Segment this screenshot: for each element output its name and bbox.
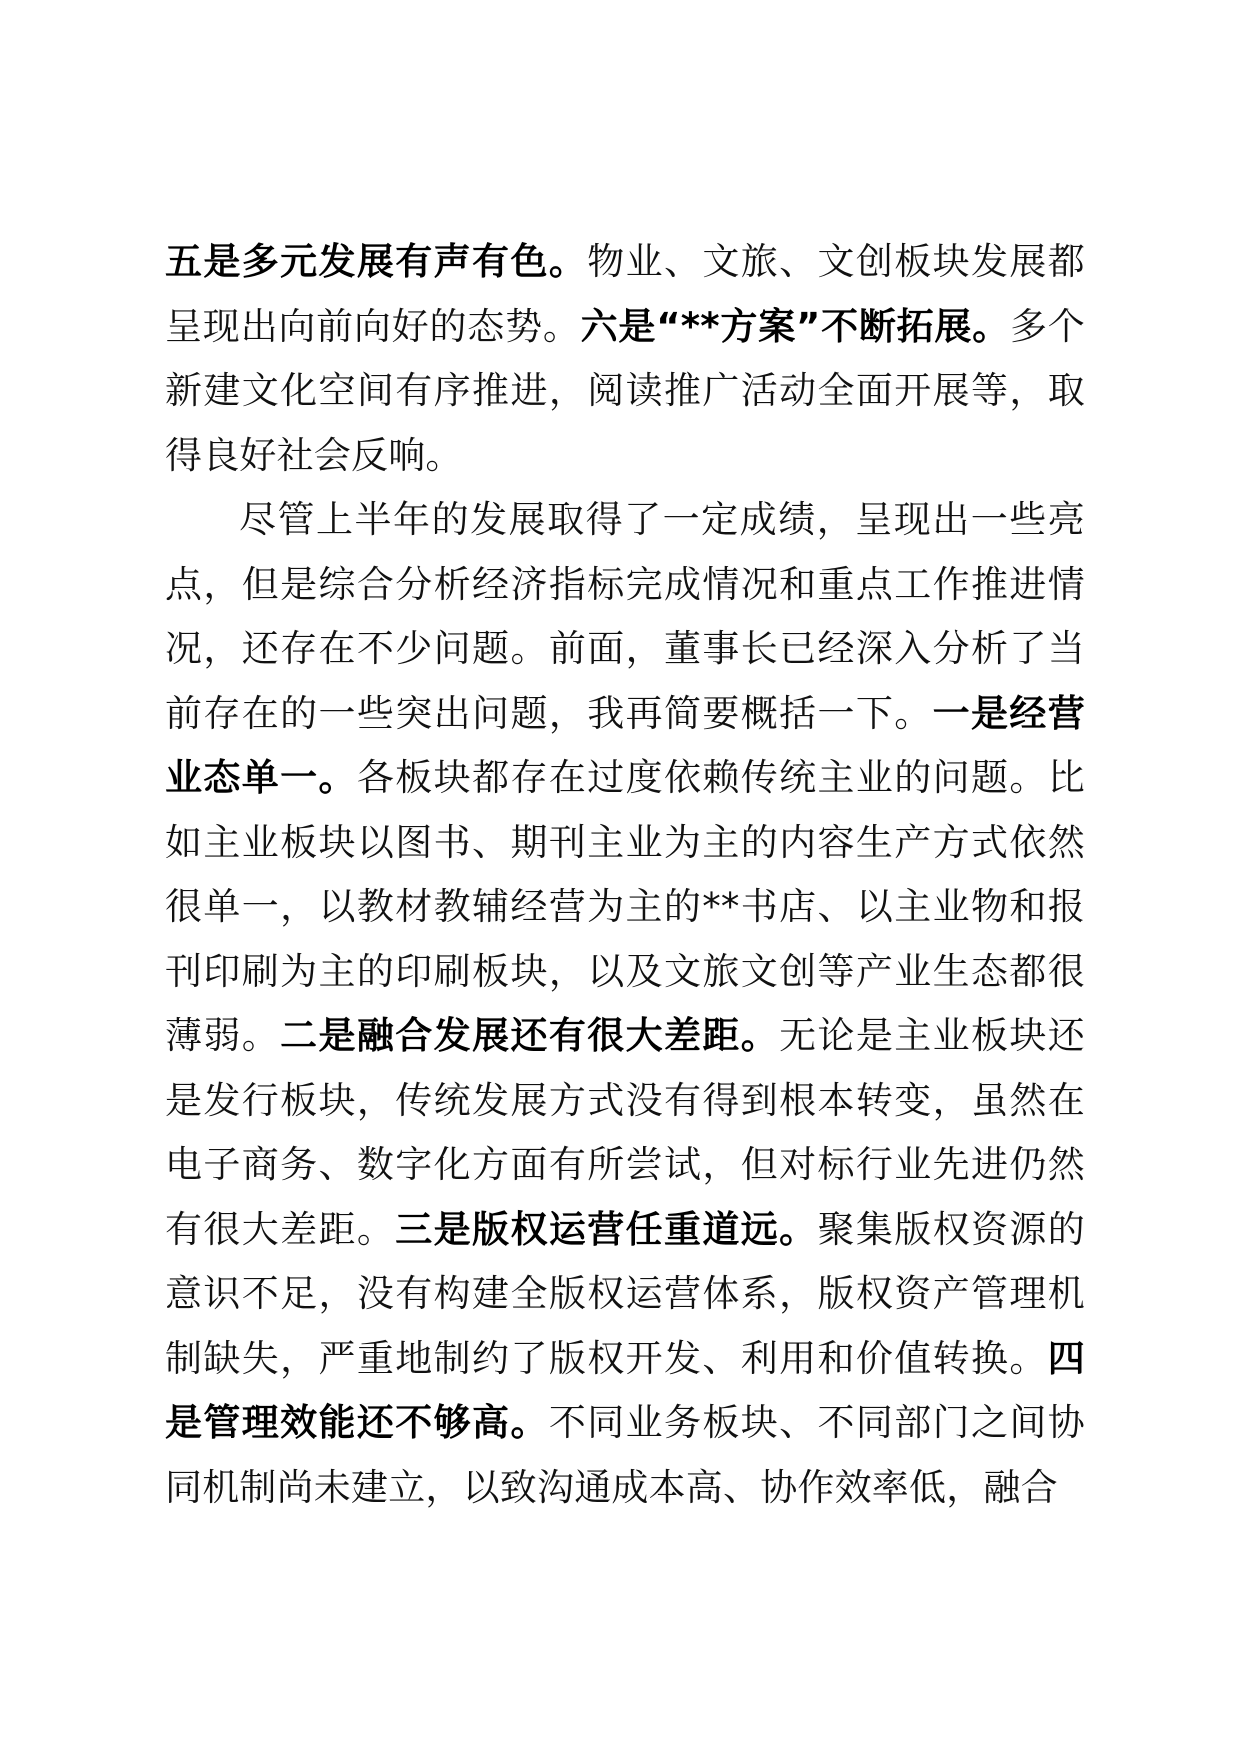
paragraph-problems: [165, 488, 1085, 1520]
body-text: 各板块都存在过度依赖传统主业的问题。比如主业板块以图书、期刊主业为主的内容生产方式依然很单一，以教材教辅经营为主的**书店、以主业物和报刊印刷为主的印刷板块，以及文旅文创等产业生态都很薄弱。: [165, 756, 1085, 1057]
body-text: 不同业务板块、不同部门之间协同机制尚未建立，以致沟通成本高、协作效率低，融合: [165, 1401, 1085, 1509]
body-text: 无论是主业板块还是发行板块，传统发展方式没有得到根本转变，虽然在电子商务、数字化方面有所尝试，但对标行业先进仍然有很大差距。: [165, 1014, 1085, 1251]
heading-six-plan-expansion: 六是“**方案”不断拓展。: [580, 304, 1011, 348]
body-text: 多个新建文化空间有序推进，阅读推广活动全面开展等，取得良好社会反响。: [165, 304, 1086, 477]
heading-one-single-business-format: 一是经营业态单一。: [165, 691, 1085, 799]
body-text: 尽管上半年的发展取得了一定成绩，呈现出一些亮点，但是综合分析经济指标完成情况和重点工作推进情况，还存在不少问题。前面，董事长已经深入分析了当前存在的一些突出问题，我再简要概括一下。: [165, 498, 1085, 735]
heading-three-copyright-operation: 三是版权运营任重道远。: [395, 1207, 818, 1251]
heading-two-integration-gap: 二是融合发展还有很大差距。: [280, 1014, 780, 1057]
body-text: 物业、文旅、文创板块发展都呈现出向前向好的态势。: [165, 240, 1085, 348]
heading-five-diversified-development: 五是多元发展有声有色。: [165, 240, 588, 283]
paragraph-summary: [165, 230, 1085, 488]
document-body: [165, 230, 1085, 1520]
body-text: 聚集版权资源的意识不足，没有构建全版权运营体系，版权资产管理机制缺失，严重地制约了版权开发、利用和价值转换。: [165, 1207, 1085, 1380]
heading-four-management-efficiency: 四是管理效能还不够高。: [165, 1336, 1085, 1444]
